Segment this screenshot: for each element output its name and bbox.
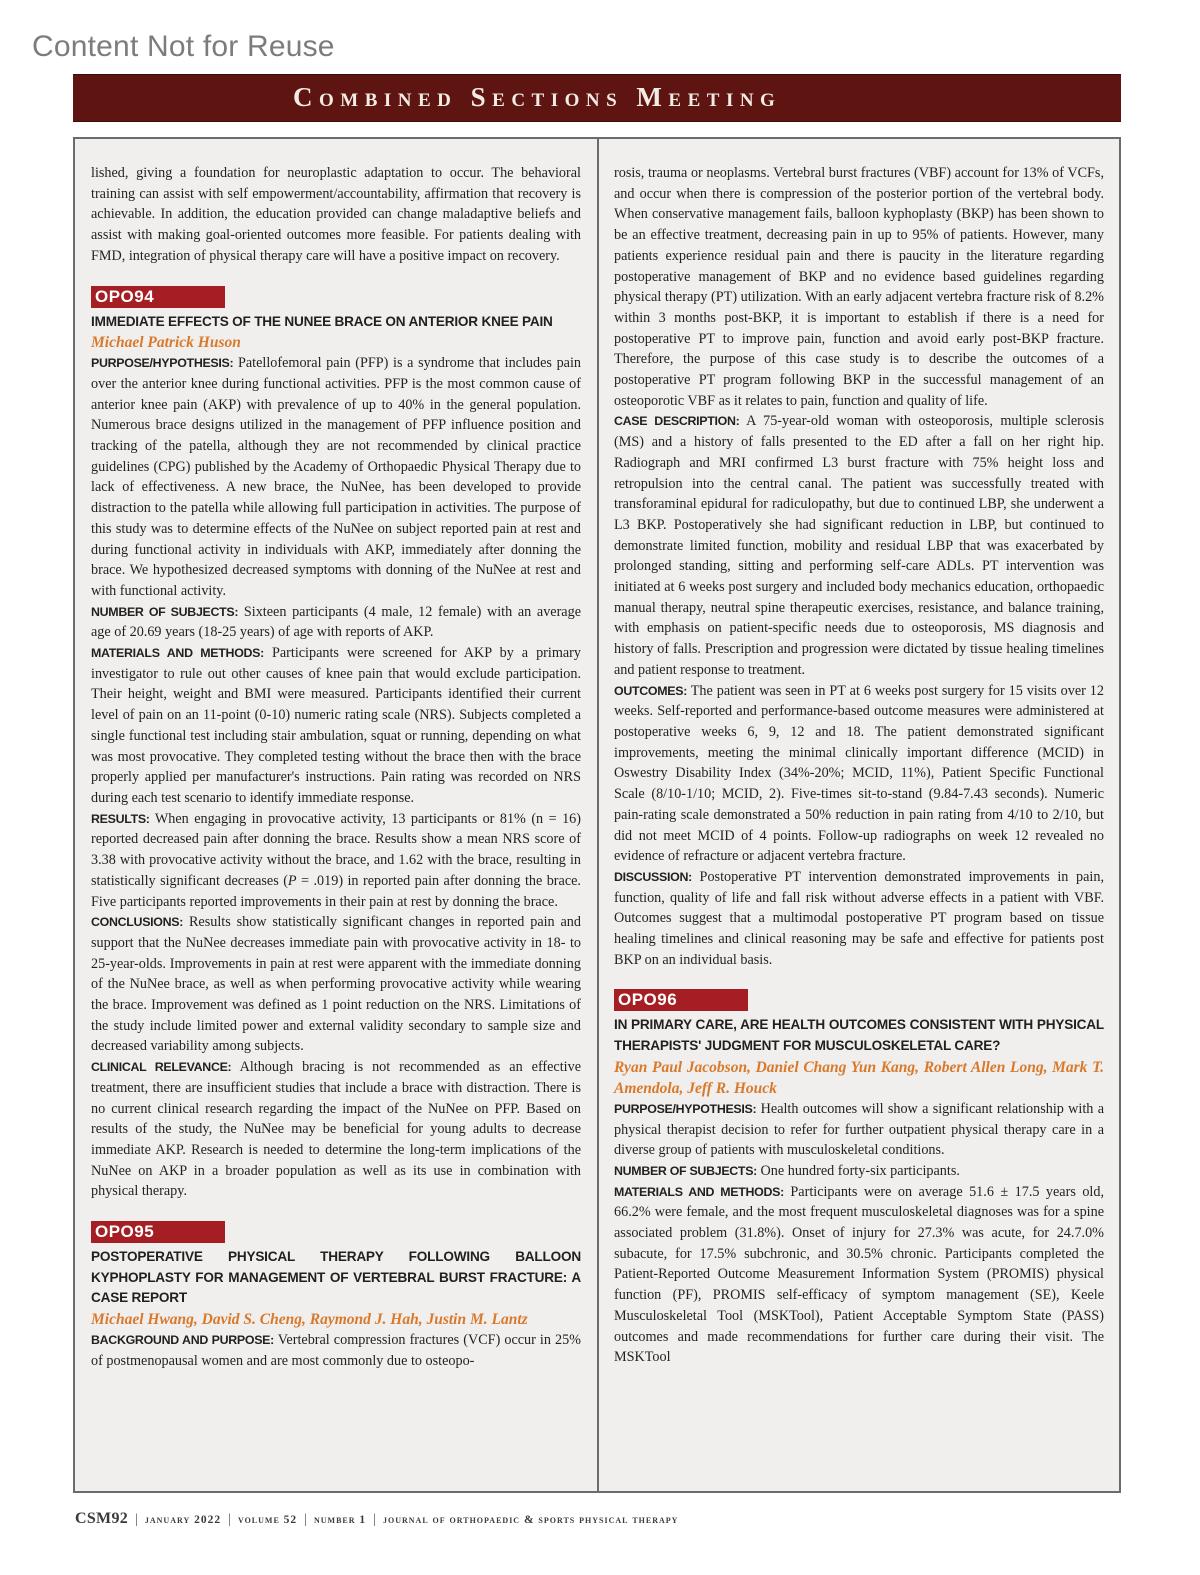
issue-number: number 1 <box>313 1514 367 1526</box>
section-label: NUMBER OF SUBJECTS: <box>614 1163 757 1178</box>
conclusions-paragraph: CONCLUSIONS: Results show statistically significant changes in reported pain and support that the NuNee decreases immediate pain with provocative activity in 18- to 25-year-olds. Improvements in pain at rest were apparent with the immediate donning of the NuNee brace, as well as when performing provocative activity while wearing the brace. Improvement was defined as 1 point reduction on the NRS. Limitations of the study include limited power and external validity secondary to sample size and decreased variability among subjects. <box>91 914 581 1055</box>
abstract-op96 <box>614 989 1104 1368</box>
abstract-authors: Ryan Paul Jacobson, Daniel Chang Yun Kang, Robert Allen Long, Mark T. Amendola, Jeff R. Houck <box>614 1058 1104 1097</box>
outcomes-paragraph: OUTCOMES: The patient was seen in PT at 6 weeks post surgery for 15 visits over 12 weeks. Self-reported and performance-based outcome measures were administered at postoperative weeks 6, 9, 12 and 18. The patient demonstrated significant improvements, meeting the minimal clinically important difference (MCID) in Oswestry Disability Index (34%-20%; MCID, 11%), Patient Specific Functional Scale (8/10-1/10; MCID, 2). Five-times sit-to-stand (9.84-7.43 seconds). Numeric pain-rating scale demonstrated a 50% reduction in pain rating from 4/10 to 2/10, but did not meet MCID of 4 points. Follow-up radiographs on week 12 revealed no evidence of refracture or adjacent vertebra fracture. <box>614 682 1104 865</box>
section-label: MATERIALS AND METHODS: <box>614 1184 784 1199</box>
left-column <box>91 163 581 1372</box>
op95-continued-paragraph: rosis, trauma or neoplasms. Vertebral burst fractures (VBF) account for 13% of VCFs, and occur when there is compression of the posterior portion of the vertebral body. When conservative management fails, balloon kyphoplasty (BKP) has been shown to be an effective treatment, decreasing pain in up to 95% of patients. However, many patients experience residual pain and there is paucity in the literature regarding postoperative management of BKP and no evidence based guidelines regarding physical therapy (PT) utilization. With an early adjacent vertebra fracture risk of 8.2% within 3 months post-BKP, it is important to establish if there is a need for postoperative PT to improve pain, function and avoid early post-BKP fracture. Therefore, the purpose of this case study is to describe the outcomes of a postoperative PT program following BKP in the successful management of an osteoporotic VBF as it relates to pain, function and quality of life. <box>614 165 1104 409</box>
intro-paragraph: lished, giving a foundation for neuroplastic adaptation to occur. The behavioral training can assist with self empowerment/accountability, affirmation that recovery is achievable. In addition, the education provided can change maladaptive beliefs and assist with making goal-oriented outcomes more feasible. For patients dealing with FMD, integration of physical therapy care will have a positive impact on recovery. <box>91 165 581 264</box>
methods-paragraph: MATERIALS AND METHODS: Participants were screened for AKP by a primary investigator to rule out other causes of knee pain that would exclude participation. Their height, weight and BMI were measured. Participants identified their current level of pain on an 11-point (0-10) numeric rating scale (NRS). Subjects completed a single functional test including stair ambulation, squat or running, depending on what was most provocative. They completed testing without the brace then with the brace properly applied per manufacturer's instructions. Pain rating was recorded on NRS during each test scenario to identify immediate response. <box>91 645 581 806</box>
right-column <box>614 163 1104 1368</box>
issue-date: january 2022 <box>144 1514 222 1526</box>
abstract-authors: Michael Hwang, David S. Cheng, Raymond J. Hah, Justin M. Lantz <box>91 1311 528 1329</box>
case-description-paragraph: CASE DESCRIPTION: A 75-year-old woman with osteoporosis, multiple sclerosis (MS) and a history of falls presented to the ED after a fall on her right hip. Radiograph and MRI confirmed L3 burst fracture with 75% height loss and retropulsion into the central canal. The patient was successfully treated with transforaminal epidural for radiculopathy, but due to continued LBP, she underwent a L3 BKP. Postoperatively she had significant reduction in LBP, but continued to demonstrate limited function, mobility and residual LBP that was exacerbated by prolonged standing, sitting and performing self-care ADLs. PT intervention was initiated at 6 weeks post surgery and included body mechanics education, orthopaedic manual therapy, neutral spine therapeutic exercises, resistance, and balance training, with emphasis on patient-specific needs due to osteoporosis, MS diagnosis and history of falls. Prescription and progression were dictated by tissue healing timelines and patient response to treatment. <box>614 413 1104 678</box>
discussion-paragraph: DISCUSSION: Postoperative PT intervention demonstrated improvements in pain, function, quality of life and fall risk without adverse effects in a patient with VBF. Outcomes suggest that a multimodal postoperative PT program based on tissue healing timelines and clinical reasoning may be safe and effective for patients post BKP on an individual basis. <box>614 868 1104 968</box>
abstract-op94 <box>91 286 581 1203</box>
abstract-code-badge: OPO94 <box>91 286 225 308</box>
abstract-title: IN PRIMARY CARE, ARE HEALTH OUTCOMES CONSISTENT WITH PHYSICAL THERAPISTS' JUDGMENT FOR MUSCULOSKELETAL CARE? <box>614 1017 1104 1054</box>
page-footer: CSM92 | january 2022 | volume 52 | number 1 | journal of orthopaedic & sports physical therapy <box>75 1510 679 1527</box>
abstract-title: POSTOPERATIVE PHYSICAL THERAPY FOLLOWING BALLOON KYPHOPLASTY FOR MANAGEMENT OF VERTEBRAL BURST FRACTURE: A CASE REPORT <box>91 1249 581 1306</box>
section-label: DISCUSSION: <box>614 869 692 884</box>
section-label: MATERIALS AND METHODS: <box>91 646 264 661</box>
purpose-paragraph: PURPOSE/HYPOTHESIS: Health outcomes will show a significant relationship with a physical therapist decision to refer for further outpatient physical therapy care in a diverse group of patients with musculoskeletal conditions. <box>614 1100 1104 1159</box>
column-divider <box>597 138 599 1492</box>
abstract-authors: Michael Patrick Huson <box>91 334 241 352</box>
abstract-op95 <box>91 1221 581 1372</box>
section-label: NUMBER OF SUBJECTS: <box>91 604 239 619</box>
section-label: OUTCOMES: <box>614 683 688 698</box>
banner-title: Combined Sections Meeting <box>293 82 782 112</box>
results-paragraph: RESULTS: When engaging in provocative activity, 13 participants or 81% (n = 16) reported decreased pain after donning the brace. Results show a mean NRS score of 3.38 with provocative activity without the brace, and 1.62 with the brace, resulting in statistically significant decreases (P = .019) in reported pain after donning the brace. Five participants reported improvements in their pain at rest by donning the brace. <box>91 810 581 910</box>
section-label: PURPOSE/HYPOTHESIS: <box>614 1101 757 1116</box>
abstract-code-badge: OPO96 <box>614 989 748 1011</box>
volume: volume 52 <box>237 1514 298 1526</box>
methods-paragraph: MATERIALS AND METHODS: Participants were on average 51.6 ± 17.5 years old, 66.2% were female, and the most frequent musculoskeletal diagnoses was for a spine associated problem (31.8%). Onset of injury for 27.3% was acute, for 24.7.0% subacute, for 17.5% subchronic, and 30.5% chronic. Participants completed the Patient-Reported Outcome Measurement Information System (PROMIS) physical function (PF), PROMIS self-efficacy of symptom management (SE), Keele Musculoskeletal Tool (MSKTool), Patient Acceptable Symptom State (PASS) outcomes and made recommendations for further care during their visit. The MSKTool <box>614 1183 1104 1366</box>
section-label: CONCLUSIONS: <box>91 915 184 930</box>
subjects-paragraph: NUMBER OF SUBJECTS: One hundred forty-six participants. <box>614 1162 960 1179</box>
watermark: Content Not for Reuse <box>32 30 335 63</box>
section-label: CASE DESCRIPTION: <box>614 414 740 429</box>
subjects-paragraph: NUMBER OF SUBJECTS: Sixteen participants (4 male, 12 female) with an average age of 20.69 years (18-25 years) of age with reports of AKP. <box>91 603 581 641</box>
relevance-paragraph: CLINICAL RELEVANCE: Although bracing is not recommended as an effective treatment, there are insufficient studies that include a brace with distraction. There is no current clinical research regarding the impact of the NuNee on PFP. Based on results of the study, the NuNee may be beneficial for young adults to decrease immediate AKP. Research is needed to determine the long-term implications of the NuNee on AKP in a broader population as well as its use in combination with physical therapy. <box>91 1059 582 1200</box>
section-label: CLINICAL RELEVANCE: <box>91 1060 232 1075</box>
section-label: RESULTS: <box>91 811 150 826</box>
background-paragraph: BACKGROUND AND PURPOSE: Vertebral compression fractures (VCF) occur in 25% of postmenopausal women and are most commonly due to osteopo- <box>91 1332 581 1369</box>
section-banner <box>73 74 1121 122</box>
journal-name: journal of orthopaedic & sports physical therapy <box>382 1514 679 1526</box>
abstract-title: IMMEDIATE EFFECTS OF THE NUNEE BRACE ON ANTERIOR KNEE PAIN <box>91 313 553 329</box>
page-number: CSM92 <box>75 1510 129 1527</box>
section-label: BACKGROUND AND PURPOSE: <box>91 1333 274 1348</box>
abstract-code-badge: OPO95 <box>91 1221 225 1243</box>
section-label: PURPOSE/HYPOTHESIS: <box>91 356 234 371</box>
purpose-paragraph: PURPOSE/HYPOTHESIS: Patellofemoral pain (PFP) is a syndrome that includes pain over the anterior knee during functional activities. PFP is the most common cause of anterior knee pain (AKP) with prevalence of up to 40% in the general population. Numerous brace designs utilized in the management of PFP influence position and tracking of the patella, although they are not recommended by clinical practice guidelines (CPG) published by the Academy of Orthopaedic Physical Therapy due to lack of effectiveness. A new brace, the NuNee, has been developed to provide distraction to the patella while allowing full participation in activities. The purpose of this study was to determine effects of the NuNee on subject reported pain at rest and during functional activity in individuals with AKP, immediately after donning the brace. We hypothesized decreased symptoms with donning of the NuNee at rest and with functional activity. <box>91 355 581 599</box>
